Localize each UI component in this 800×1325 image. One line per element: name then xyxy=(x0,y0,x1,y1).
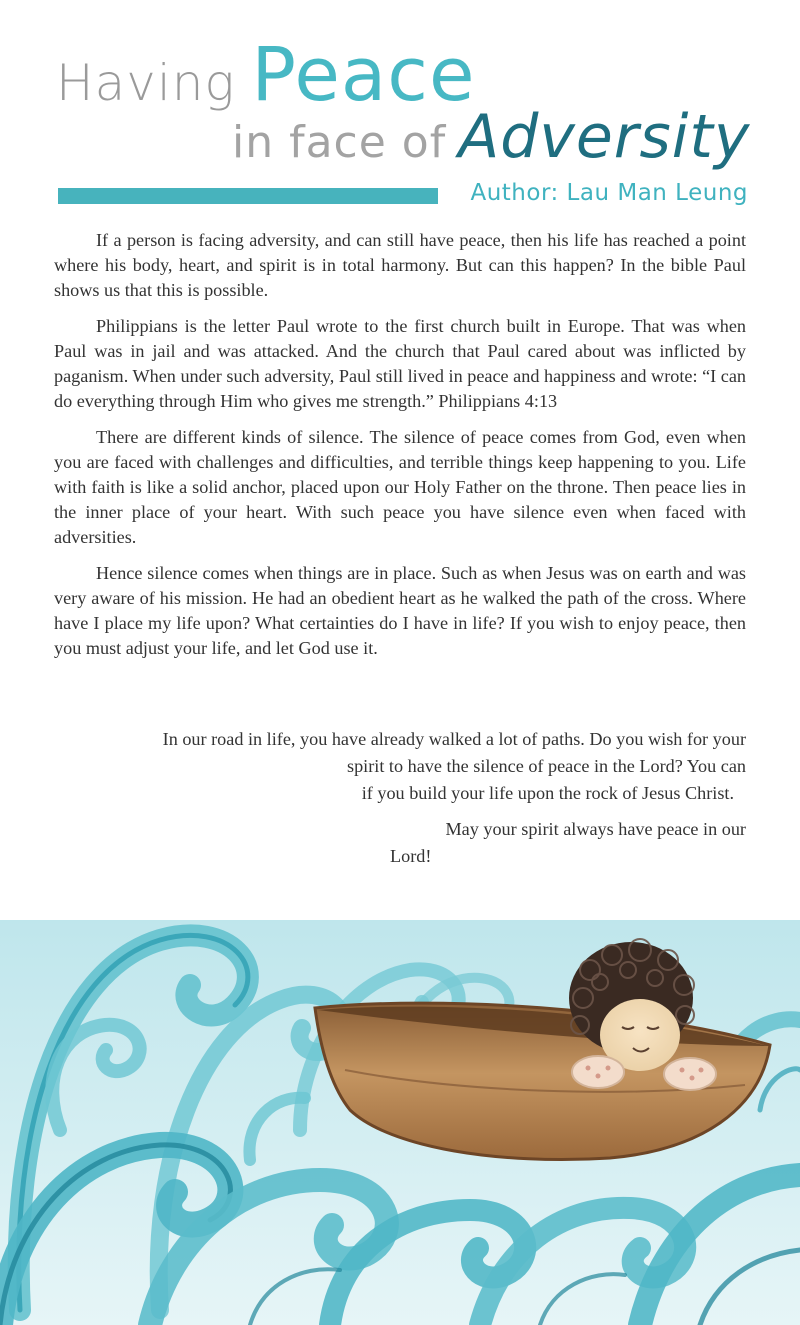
paragraph-2: Philippians is the letter Paul wrote to the first church built in Europe. That was when Paul was in jail and was attacked. And the church that Paul cared about was inflicted by paganism. When under such adversity, Paul still lived in peace and happiness and wrote: “I can do everything through Him who gives me strength.” Philippians 4:13 xyxy=(54,316,746,411)
paragraph-1: If a person is facing adversity, and can still have peace, then his life has reached a point where his body, heart, and spirit is in total harmony. But can this happen? In the bible Paul shows us that this is possible. xyxy=(54,230,746,300)
blessing-line-1: May your spirit always have peace in our xyxy=(445,819,746,839)
title-in-face-of: in face of xyxy=(232,117,447,168)
closing-line-1: In our road in life, you have already walked a lot of paths. Do you wish for your xyxy=(162,729,746,749)
author-byline: Author: Lau Man Leung xyxy=(470,180,748,206)
paragraph-3: There are different kinds of silence. The silence of peace comes from God, even when you are faced with challenges and difficulties, and terrible things keep happening to you. Life with faith is like a solid anchor, placed upon our Holy Father on the throne. Then peace lies in the inner place of your heart. With such peace you have silence even when faced with adversities. xyxy=(54,427,746,547)
closing-line-3: if you build your life upon the rock of Jesus Christ. xyxy=(361,783,734,803)
title-having: Having xyxy=(56,54,236,112)
closing-line-2: spirit to have the silence of peace in the Lord? You can xyxy=(347,756,746,776)
article-body xyxy=(54,228,746,672)
storm-boat-illustration xyxy=(0,830,800,1325)
blessing-line-2: Lord! xyxy=(390,846,432,866)
title-adversity: Adversity xyxy=(458,102,751,172)
title-line-2 xyxy=(232,102,750,172)
title-rule xyxy=(58,188,438,204)
paragraph-4: Hence silence comes when things are in place. Such as when Jesus was on earth and was very aware of his mission. He had an obedient heart as he walked the path of the cross. Where have I place my life upon? What certainties do I have in life? If you wish to enjoy peace, then you must adjust your life, and let God use it. xyxy=(54,563,746,658)
title-peace: Peace xyxy=(251,32,476,118)
